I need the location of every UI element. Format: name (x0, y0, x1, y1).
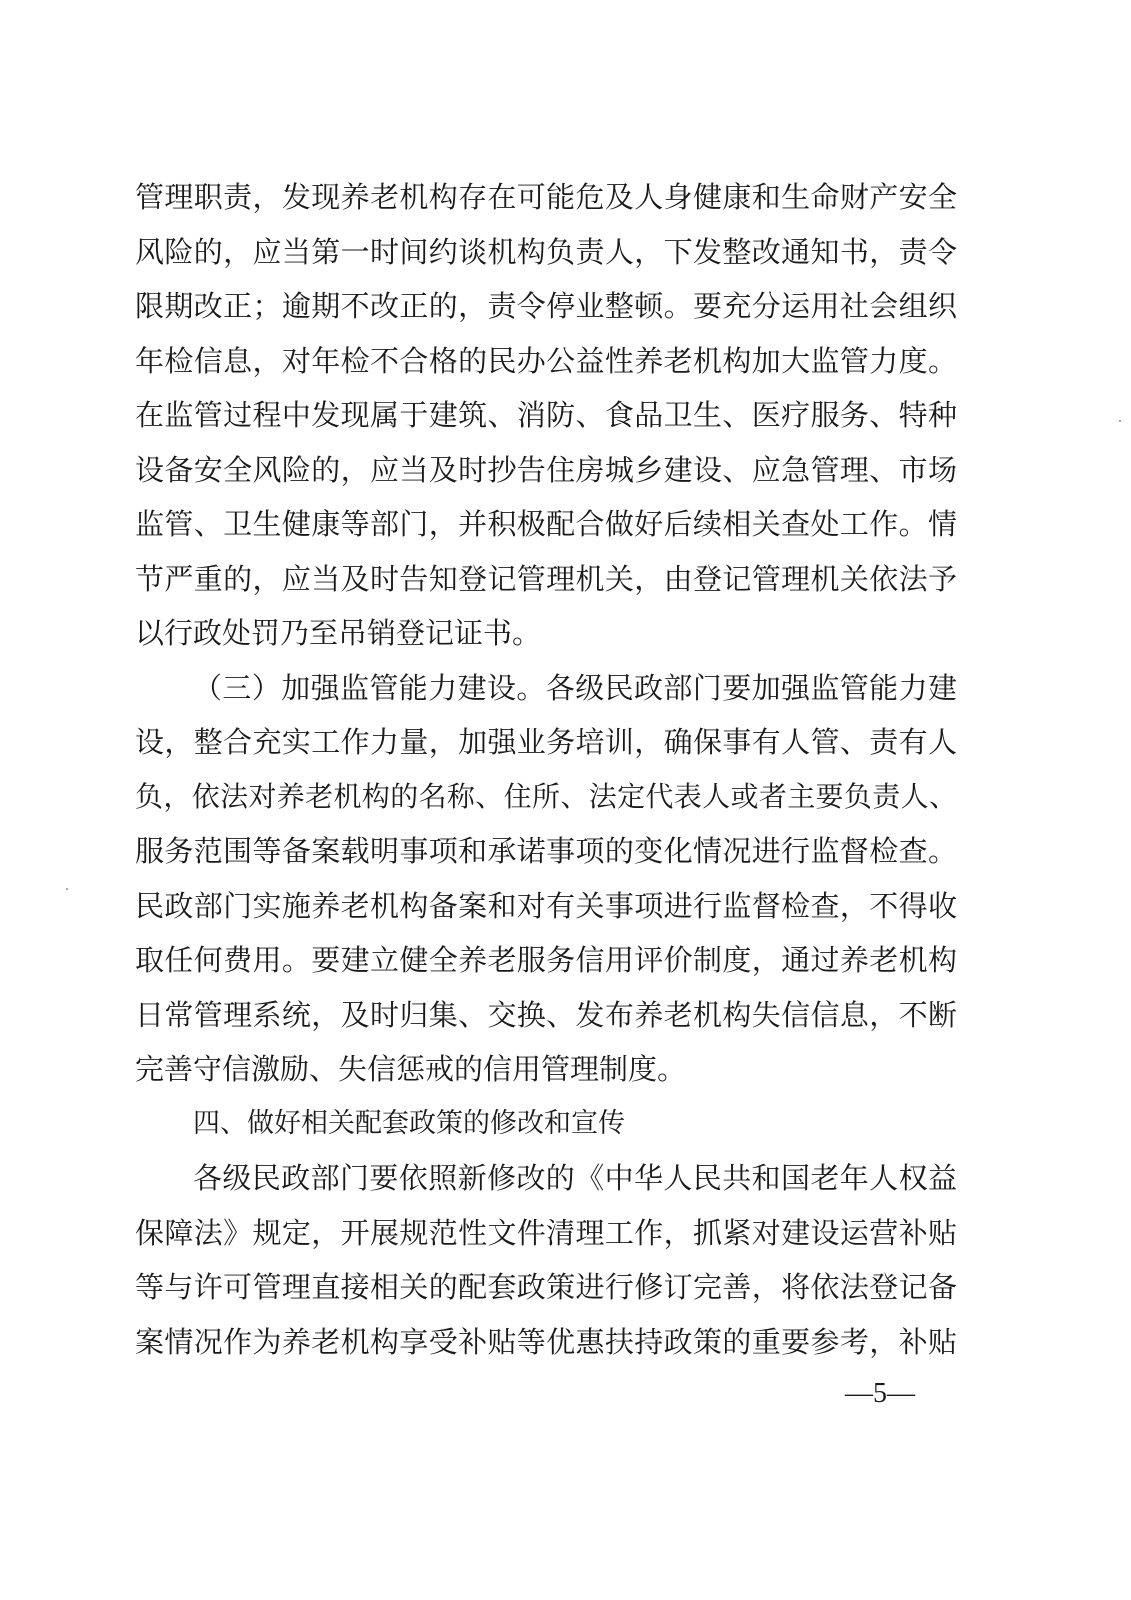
text-line: 服务范围等备案载明事项和承诺事项的变化情况进行监督检查。 (135, 834, 957, 868)
text-line: 等与许可管理直接相关的配套政策进行修订完善，将依法登记备 (135, 1270, 957, 1304)
text-line: 以行政处罚乃至吊销登记证书。 (135, 616, 542, 650)
text-line: 监管、卫生健康等部门，并积极配合做好后续相关查处工作。情 (135, 507, 957, 541)
page-number: —5— (845, 1378, 915, 1409)
text-line: 完善守信激励、失信惩戒的信用管理制度。 (135, 1052, 687, 1086)
text-line: 案情况作为养老机构享受补贴等优惠扶持政策的重要参考，补贴 (135, 1324, 957, 1359)
text-line: （三）加强监管能力建设。各级民政部门要加强监管能力建 (193, 670, 957, 705)
text-line: 在监管过程中发现属于建筑、消防、食品卫生、医疗服务、特种 (135, 398, 957, 432)
text-line: 管理职责，发现养老机构存在可能危及人身健康和生命财产安全 (135, 180, 957, 214)
text-line: 风险的，应当第一时间约谈机构负责人，下发整改通知书，责令 (135, 234, 957, 269)
text-line: 设，整合充实工作力量，加强业务培训，确保事有人管、责有人 (135, 725, 957, 759)
text-line: 负，依法对养老机构的名称、住所、法定代表人或者主要负责人、 (135, 779, 957, 813)
text-line: 保障法》规定，开展规范性文件清理工作，抓紧对建设运营补贴 (135, 1215, 957, 1250)
text-line: 限期改正；逾期不改正的，责令停业整顿。要充分运用社会组织 (135, 289, 957, 323)
text-line: 节严重的，应当及时告知登记管理机关，由登记管理机关依法予 (135, 561, 957, 596)
text-line: 设备安全风险的，应当及时抄告住房城乡建设、应急管理、市场 (135, 452, 957, 487)
text-line: 民政部门实施养老机构备案和对有关事项进行监督检查，不得收 (135, 888, 957, 923)
section-heading: 四、做好相关配套政策的修改和宣传 (193, 1107, 625, 1139)
text-line: 取任何费用。要建立健全养老服务信用评价制度，通过养老机构 (135, 943, 957, 977)
text-line: 各级民政部门要依照新修改的《中华人民共和国老年人权益 (193, 1161, 957, 1195)
text-line: 日常管理系统，及时归集、交换、发布养老机构失信信息，不断 (135, 997, 957, 1032)
scan-speck (1119, 420, 1121, 422)
scan-speck (66, 888, 68, 890)
text-line: 年检信息，对年检不合格的民办公益性养老机构加大监管力度。 (135, 343, 957, 378)
body-text (135, 170, 957, 1369)
